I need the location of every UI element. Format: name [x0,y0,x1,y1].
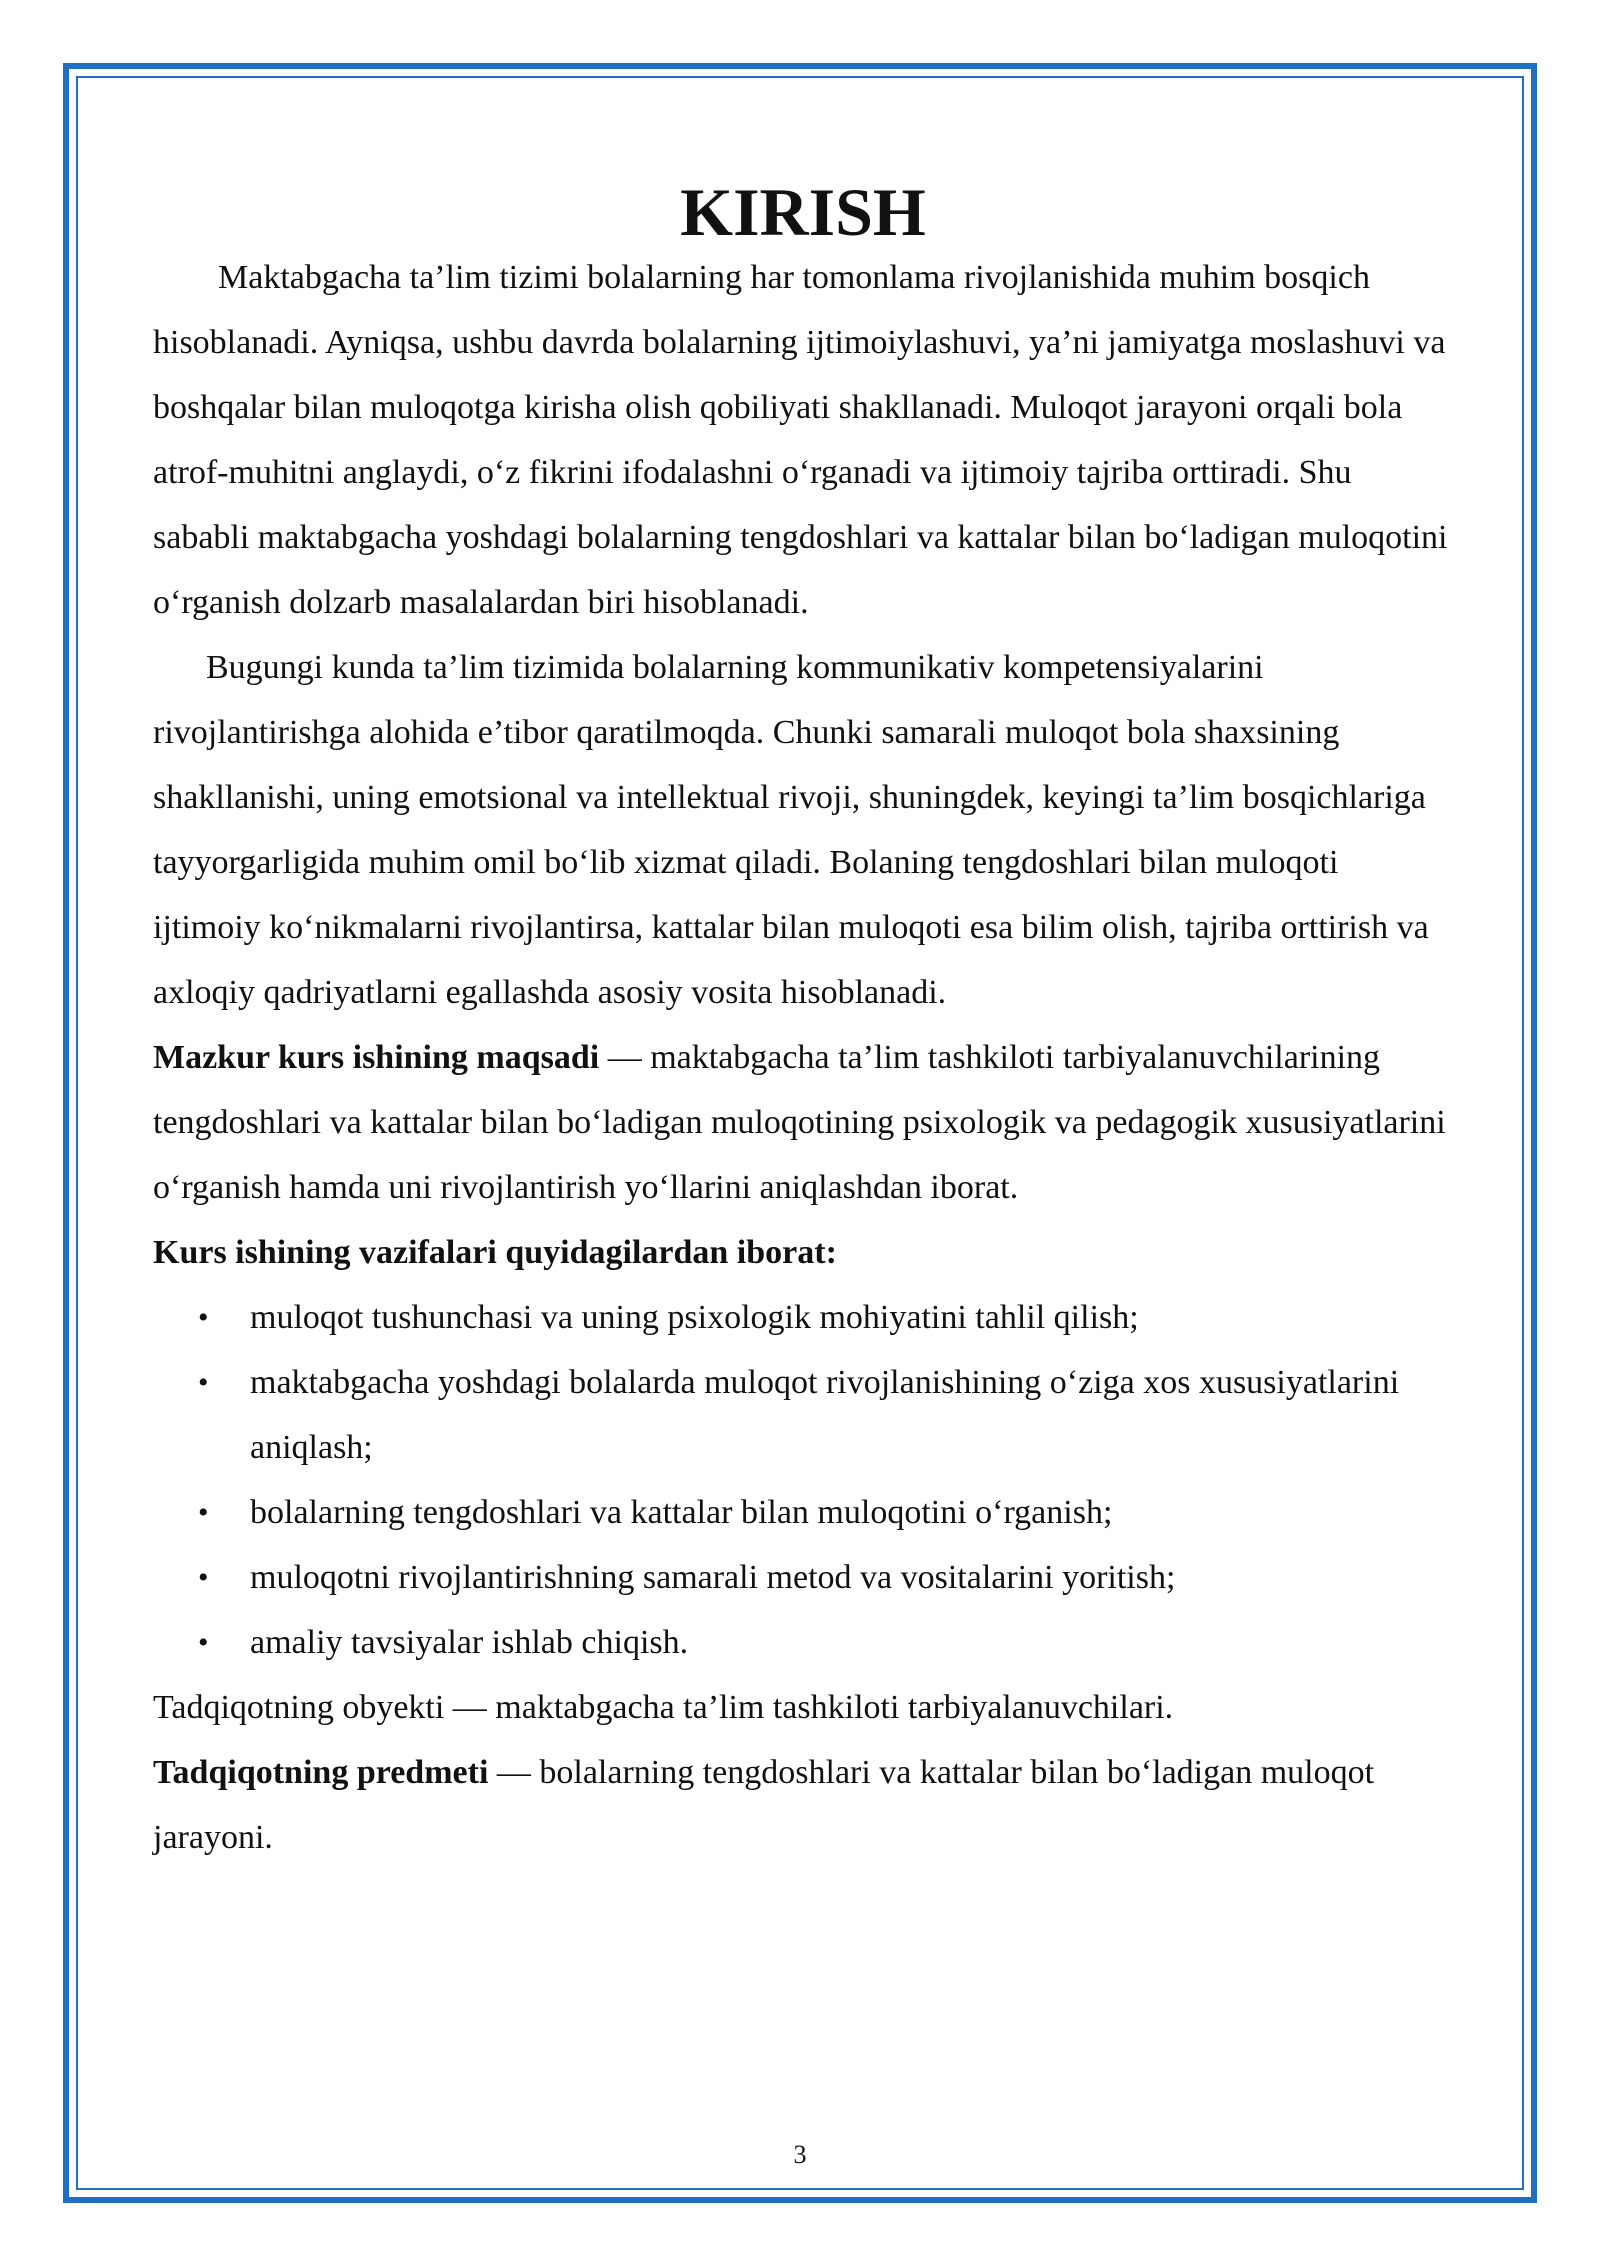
list-item [153,1480,1453,1545]
research-subject-text: — bolalarning tengdoshlari va kattalar bilan bo‘ladigan muloqot jarayoni. [153,1754,1375,1856]
bullet-icon: • [198,1561,209,1594]
bullet-icon: • [198,1301,209,1334]
document-body [153,174,1453,1870]
research-subject-label: Tadqiqotning predmeti [153,1754,489,1791]
research-subject [153,1740,1453,1870]
intro-paragraph-1: Maktabgacha ta’lim tizimi bolalarning har tomonlama rivojlanishida muhim bosqich hisoblanadi. Ayniqsa, ushbu davrda bolalarning ijtimoiylashuvi, ya’ni jamiyatga moslashuvi va boshqalar bilan muloqotga kirisha olish qobiliyati shakllanadi. Muloqot jarayoni orqali bola atrof-muhitni anglaydi, o‘z fikrini ifodalashni o‘rganadi va ijtimoiy tajriba orttiradi. Shu sababli maktabgacha yoshdagi bolalarning tengdoshlari va kattalar bilan bo‘ladigan muloqotini o‘rganish dolzarb masalalardan biri hisoblanadi. [153,259,1448,621]
intro-paragraph-2: Bugungi kunda ta’lim tizimida bolalarning kommunikativ kompetensiyalarini rivojlantirishga alohida e’tibor qaratilmoqda. Chunki samarali muloqot bola shaxsining shakllanishi, uning emotsional va intellektual rivoji, shuningdek, keyingi ta’lim bosqichlariga tayyorgarligida muhim omil bo‘lib xizmat qiladi. Bolaning tengdoshlari bilan muloqoti ijtimoiy ko‘nikmalarni rivojlantirsa, kattalar bilan muloqoti esa bilim olish, tajriba orttirish va axloqiy qadriyatlarni egallashda asosiy vosita hisoblanadi. [153,649,1429,1011]
list-item [153,1350,1453,1480]
list-item-text: muloqot tushunchasi va uning psixologik mohiyatini tahlil qilish; [250,1299,1139,1336]
list-item-text: bolalarning tengdoshlari va kattalar bilan muloqotini o‘rganish; [250,1494,1113,1531]
list-item [153,1610,1453,1675]
list-item [153,1545,1453,1610]
tasks-heading [153,1220,1453,1285]
document-title: KIRISH [680,174,926,250]
goal-text: — maktabgacha ta’lim tashkiloti tarbiyalanuvchilarining tengdoshlari va kattalar bilan bo‘ladigan muloqotining psixologik va pedagogik xususiyatlarini o‘rganish hamda uni rivojlantirish yo‘llarini aniqlashdan iborat. [153,1039,1446,1206]
page-number: 3 [793,2140,807,2169]
bullet-icon: • [198,1626,209,1659]
bullet-icon: • [198,1366,209,1399]
list-item [153,1285,1453,1350]
research-object: Tadqiqotning obyekti — maktabgacha ta’lim tashkiloti tarbiyalanuvchilari. [153,1689,1174,1726]
list-item-text: maktabgacha yoshdagi bolalarda muloqot rivojlanishining o‘ziga xos xususiyatlarini aniqlash; [250,1364,1400,1466]
list-item-text: amaliy tavsiyalar ishlab chiqish. [250,1624,689,1661]
tasks-list [153,1285,1453,1675]
bullet-icon: • [198,1496,209,1529]
goal-label: Mazkur kurs ishining maqsadi [153,1039,600,1076]
tasks-heading-text: Kurs ishining vazifalari quyidagilardan iborat: [153,1234,837,1271]
goal-paragraph [153,1025,1453,1220]
list-item-text: muloqotni rivojlantirishning samarali metod va vositalarini yoritish; [250,1559,1176,1596]
